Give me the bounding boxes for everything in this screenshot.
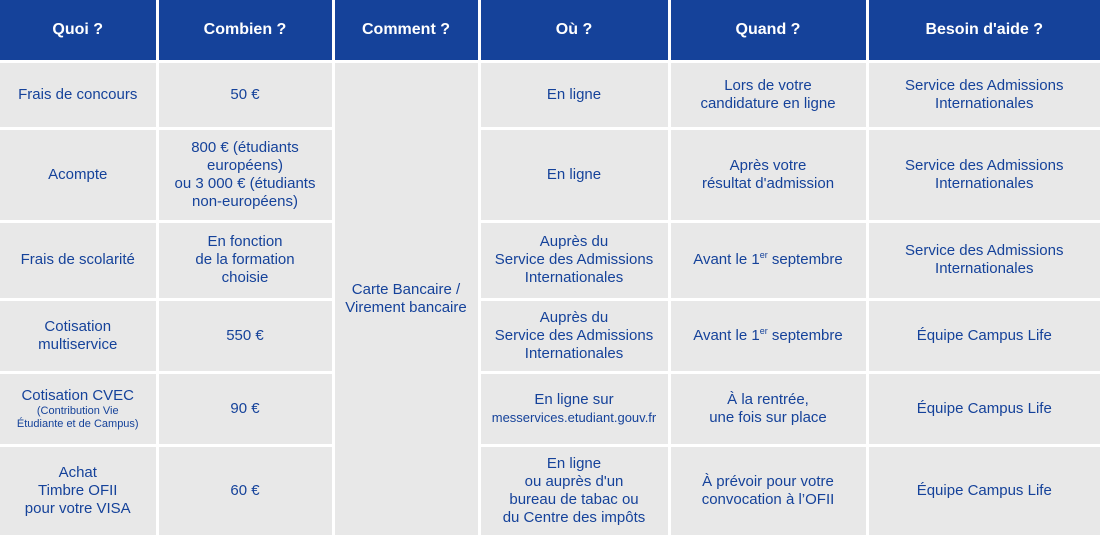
- cell-quand: [669, 373, 867, 446]
- cell-quand: [669, 129, 867, 222]
- cell-combien: [157, 300, 333, 373]
- cell-text: du Centre des impôts: [502, 509, 646, 527]
- cell-text: pour votre VISA: [24, 500, 131, 518]
- cell-combien: [157, 62, 333, 129]
- cell-ou: [479, 221, 669, 299]
- cell-text: Frais de concours: [18, 86, 138, 104]
- cell-text: 60 €: [230, 482, 260, 500]
- cell-ou: [479, 373, 669, 446]
- cell-text: En ligne: [546, 455, 602, 473]
- cell-text: ou 3 000 € (étudiants: [174, 174, 316, 192]
- cell-text: Cotisation: [44, 318, 112, 336]
- cell-text: septembre: [767, 251, 843, 269]
- header-quand: Quand ?: [669, 0, 867, 62]
- cell-text: bureau de tabac ou: [509, 491, 639, 509]
- cell-text: Internationales: [935, 95, 1034, 113]
- cell-text: À prévoir pour votre: [702, 473, 834, 491]
- cell-aide: [867, 446, 1100, 535]
- cell-text: Carte Bancaire /: [351, 281, 461, 298]
- cell-text: Service des Admissions: [494, 327, 654, 345]
- cell-ou: [479, 62, 669, 129]
- cell-ou: [479, 300, 669, 373]
- cell-text: En fonction: [207, 233, 283, 251]
- cell-text: Avant le 1: [693, 251, 760, 269]
- cell-aide: [867, 300, 1100, 373]
- table-row: [0, 62, 1100, 129]
- cell-combien: [157, 446, 333, 535]
- cell-aide: [867, 221, 1100, 299]
- cell-combien: [157, 221, 333, 299]
- cell-text: convocation à l’OFII: [701, 491, 835, 509]
- cell-text: Avant le 1: [693, 327, 760, 345]
- cell-quoi: [0, 373, 157, 446]
- cell-aide: [867, 62, 1100, 129]
- header-row: [0, 0, 1100, 62]
- cell-text: Internationales: [935, 260, 1034, 278]
- cell-text: Achat: [58, 464, 97, 482]
- cell-text: ou auprès d'un: [524, 473, 624, 491]
- cell-quand: [669, 221, 867, 299]
- cell-text: européens): [207, 156, 283, 174]
- cell-quoi: [0, 446, 157, 535]
- cell-text: une fois sur place: [709, 409, 827, 427]
- cell-text: candidature en ligne: [700, 95, 836, 113]
- table-row: [0, 446, 1100, 535]
- cell-comment: [333, 62, 479, 535]
- cell-combien: [157, 129, 333, 222]
- cell-text: Frais de scolarité: [20, 251, 135, 269]
- cell-aide: [867, 129, 1100, 222]
- cell-text: Auprès du: [539, 233, 609, 251]
- table-row: [0, 373, 1100, 446]
- cell-text: Auprès du: [539, 309, 609, 327]
- cell-text: Service des Admissions: [905, 156, 1064, 174]
- cell-text: septembre: [767, 327, 843, 345]
- ordinal-superscript: er: [759, 250, 768, 261]
- table-row: [0, 221, 1100, 299]
- cell-quand: [669, 300, 867, 373]
- cell-text: 90 €: [230, 400, 260, 418]
- cell-ou: [479, 129, 669, 222]
- cell-text: Équipe Campus Life: [916, 400, 1052, 418]
- cell-combien: [157, 373, 333, 446]
- header-combien: Combien ?: [157, 0, 333, 62]
- cell-text: 550 €: [226, 327, 264, 345]
- cell-quand: [669, 62, 867, 129]
- cell-aide: [867, 373, 1100, 446]
- cell-quoi: [0, 129, 157, 222]
- cell-text: multiservice: [38, 336, 118, 354]
- cell-subtext: Étudiante et de Campus): [16, 418, 139, 431]
- cell-subtext: (Contribution Vie: [36, 405, 119, 418]
- cell-text: Service des Admissions: [905, 77, 1064, 95]
- cell-text: Équipe Campus Life: [916, 327, 1052, 345]
- cell-text: Internationales: [524, 345, 624, 363]
- cell-ou: [479, 446, 669, 535]
- cell-text: Service des Admissions: [494, 251, 654, 269]
- cell-text: choisie: [221, 269, 269, 287]
- cell-text: 50 €: [230, 86, 260, 104]
- cell-text: En ligne sur: [534, 391, 614, 409]
- header-ou: Où ?: [479, 0, 669, 62]
- cell-text: Service des Admissions: [905, 242, 1064, 260]
- cell-quand: [669, 446, 867, 535]
- header-aide: Besoin d'aide ?: [867, 0, 1100, 62]
- table-row: [0, 300, 1100, 373]
- cell-text: Timbre OFII: [38, 482, 118, 500]
- cell-text: En ligne: [546, 86, 602, 104]
- cell-quoi: [0, 221, 157, 299]
- table-row: [0, 129, 1100, 222]
- cell-text: À la rentrée,: [727, 391, 809, 409]
- cell-text: Virement bancaire: [345, 299, 467, 316]
- cell-text: Acompte: [48, 165, 108, 183]
- cell-text: Après votre: [729, 156, 807, 174]
- cell-text: En ligne: [546, 165, 602, 183]
- cell-text: résultat d'admission: [701, 174, 835, 192]
- ordinal-superscript: er: [759, 326, 768, 337]
- header-quoi: Quoi ?: [0, 0, 157, 62]
- cell-quoi: [0, 62, 157, 129]
- cell-text: 800 € (étudiants: [191, 138, 299, 156]
- cell-text: non-européens): [192, 192, 298, 210]
- cell-quoi: [0, 300, 157, 373]
- header-comment: Comment ?: [333, 0, 479, 62]
- cell-text: Internationales: [935, 174, 1034, 192]
- cell-text: Équipe Campus Life: [916, 482, 1052, 500]
- website-text: messervices.etudiant.gouv.fr: [491, 410, 657, 426]
- cell-text: de la formation: [195, 251, 295, 269]
- cell-text: Lors de votre: [724, 77, 812, 95]
- cell-text: Internationales: [524, 269, 624, 287]
- cell-text: Cotisation CVEC: [21, 387, 135, 405]
